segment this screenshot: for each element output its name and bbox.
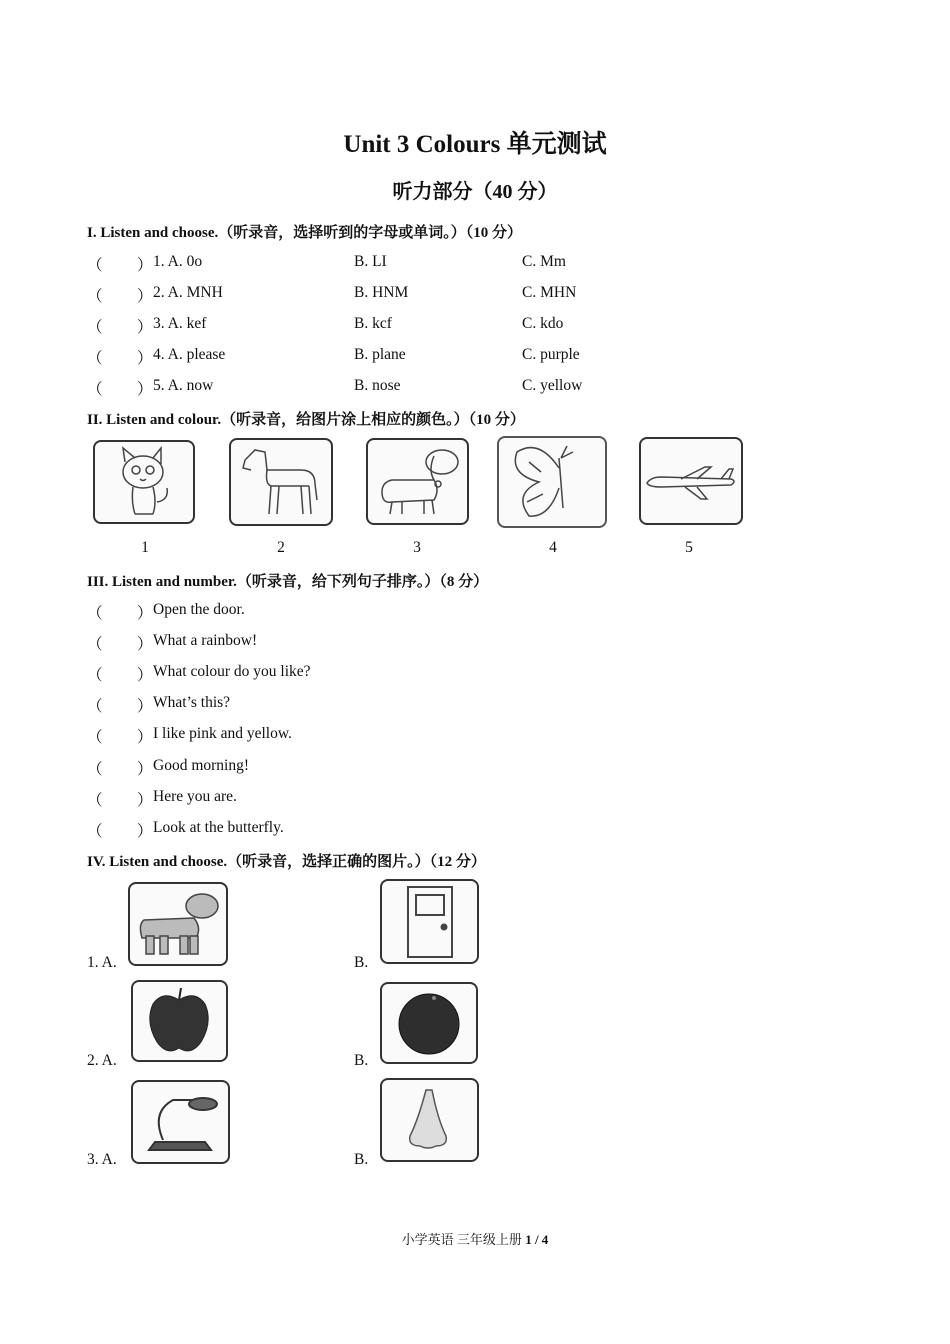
paren-left: （: [87, 823, 103, 840]
question-row: [87, 315, 867, 339]
paren-right: ）: [137, 636, 153, 653]
paren-left: （: [87, 605, 103, 622]
paren-right: ）: [137, 698, 153, 715]
paren-left: （: [87, 761, 103, 778]
apple-icon: [131, 980, 228, 1062]
option-a: 1. A. 0o: [153, 253, 203, 270]
choice-a-label: 2. A.: [87, 1052, 117, 1069]
paren-right: ）: [137, 761, 153, 778]
question-row: [87, 377, 867, 401]
choice-b-label: B.: [354, 954, 369, 971]
sentence-text: Here you are.: [153, 788, 237, 805]
option-b: B. LI: [354, 253, 387, 270]
sentence-text: Good morning!: [153, 757, 250, 774]
page-title: Unit 3 Colours 单元测试: [343, 131, 607, 158]
option-b: B. HNM: [354, 284, 409, 301]
page-footer: [0, 1229, 950, 1248]
choice-b-label: B.: [354, 1052, 369, 1069]
page-subtitle: 听力部分（40 分）: [392, 181, 558, 203]
paren-right: ）: [137, 257, 153, 274]
paren-right: ）: [137, 667, 153, 684]
paren-right: ）: [137, 792, 153, 809]
option-b: B. kcf: [354, 315, 392, 332]
option-c: C. Mm: [522, 253, 566, 270]
lamp-icon: [131, 1080, 230, 1164]
picture-number: 3: [413, 539, 421, 556]
paren-right: ）: [137, 319, 153, 336]
question-row: [87, 284, 867, 308]
horse-icon: [229, 438, 333, 526]
picture-number: 5: [685, 539, 693, 556]
plane-icon: [639, 437, 743, 525]
choice-a-label: 1. A.: [87, 954, 117, 971]
option-a: 5. A. now: [153, 377, 214, 394]
option-c: C. MHN: [522, 284, 577, 301]
paren-left: （: [87, 288, 103, 305]
option-a: 2. A. MNH: [153, 284, 223, 301]
picture-number: 1: [141, 539, 149, 556]
door-icon: [380, 879, 479, 964]
sentence-row: [87, 725, 867, 749]
paren-right: ）: [137, 605, 153, 622]
cat-icon: [93, 440, 195, 524]
choice-b-label: B.: [354, 1151, 369, 1168]
question-row: [87, 346, 867, 370]
sentence-row: [87, 694, 867, 718]
option-c: C. yellow: [522, 377, 583, 394]
sentence-row: [87, 788, 867, 812]
choice-a-label: 3. A.: [87, 1151, 117, 1168]
paren-left: （: [87, 667, 103, 684]
paren-right: ）: [137, 729, 153, 746]
question-row: [87, 253, 867, 277]
sentence-text: What colour do you like?: [153, 663, 311, 680]
option-a: 3. A. kef: [153, 315, 207, 332]
paren-left: （: [87, 729, 103, 746]
sentence-text: I like pink and yellow.: [153, 725, 292, 742]
sentence-row: [87, 819, 867, 843]
option-c: C. purple: [522, 346, 580, 363]
sentence-row: [87, 601, 867, 625]
option-c: C. kdo: [522, 315, 564, 332]
butterfly-icon: [497, 436, 607, 528]
sentence-row: [87, 663, 867, 687]
section-3-heading: III. Listen and number.（听录音，给下列句子排序。）（8 分）: [87, 574, 489, 590]
picture-number: 4: [549, 539, 557, 556]
section-1-heading: I. Listen and choose.（听录音，选择听到的字母或单词。）（10 分）: [87, 225, 523, 241]
paren-left: （: [87, 636, 103, 653]
section-2-heading: II. Listen and colour.（听录音，给图片涂上相应的颜色。）（10 分）: [87, 412, 525, 428]
section-4-heading: IV. Listen and choose.（听录音，选择正确的图片。）（12 分）: [87, 854, 486, 870]
paren-left: （: [87, 350, 103, 367]
picture-number: 2: [277, 539, 285, 556]
option-a: 4. A. please: [153, 346, 226, 363]
paren-left: （: [87, 319, 103, 336]
orange-icon: [380, 982, 478, 1064]
paren-right: ）: [137, 381, 153, 398]
page-number: 1 / 4: [525, 1232, 549, 1247]
nose-icon: [380, 1078, 479, 1162]
paren-left: （: [87, 698, 103, 715]
footer-text: 小学英语 三年级上册: [401, 1232, 526, 1247]
sentence-text: Look at the butterfly.: [153, 819, 284, 836]
paren-right: ）: [137, 350, 153, 367]
sentence-text: Open the door.: [153, 601, 245, 618]
paren-left: （: [87, 792, 103, 809]
paren-left: （: [87, 381, 103, 398]
sentence-row: [87, 632, 867, 656]
sentence-text: What’s this?: [153, 694, 231, 711]
sentence-row: [87, 757, 867, 781]
sentence-text: What a rainbow!: [153, 632, 258, 649]
dog-icon: [128, 882, 228, 966]
option-b: B. nose: [354, 377, 401, 394]
dog-icon: [366, 438, 469, 525]
option-b: B. plane: [354, 346, 406, 363]
paren-right: ）: [137, 823, 153, 840]
paren-left: （: [87, 257, 103, 274]
paren-right: ）: [137, 288, 153, 305]
